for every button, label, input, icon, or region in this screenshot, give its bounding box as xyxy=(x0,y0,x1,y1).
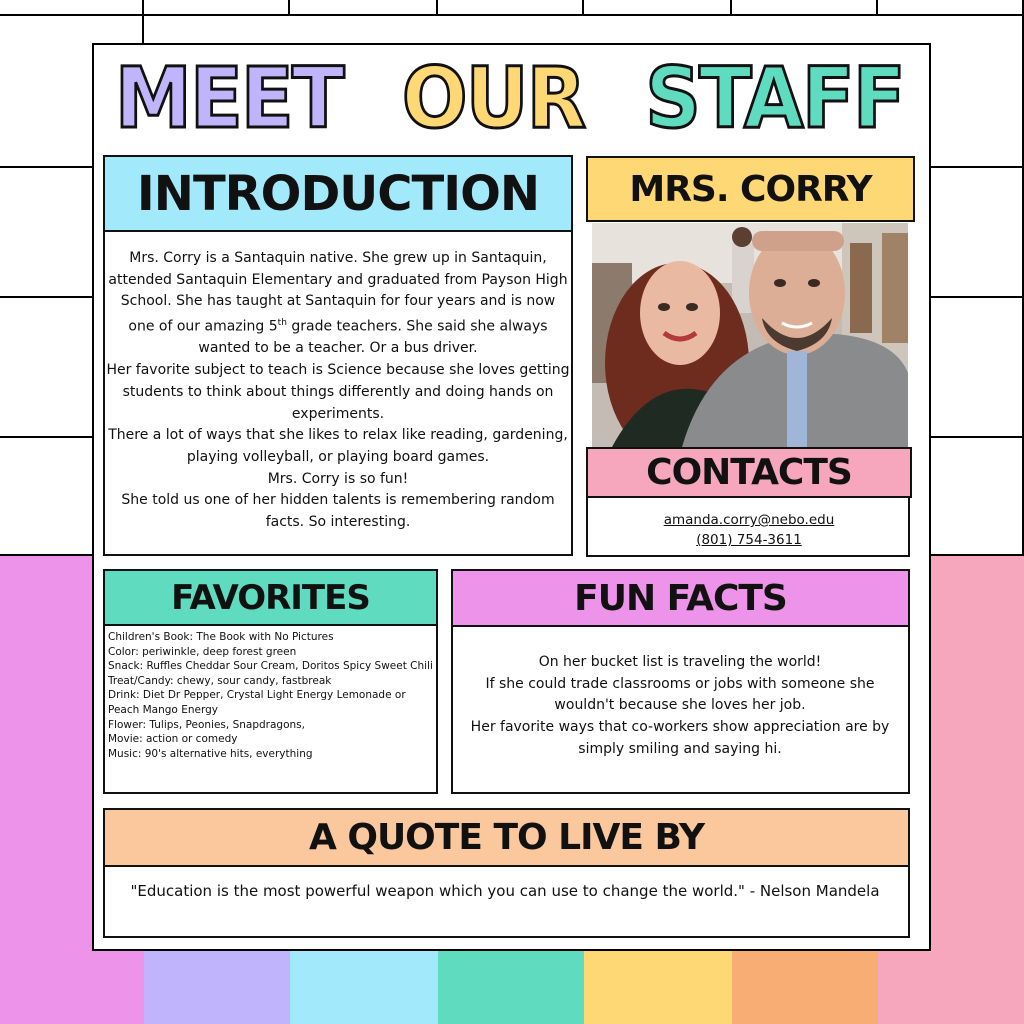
intro-paragraph: Her favorite subject to teach is Science because she loves getting students to think about things differently and doing hands on experiments. xyxy=(106,362,570,422)
bottom-block-purple xyxy=(144,950,290,1024)
fun-fact-line: On her bucket list is traveling the world! xyxy=(538,654,822,670)
title-word-meet: MEET xyxy=(115,49,343,147)
grid-cell xyxy=(878,0,1024,16)
grid-cell xyxy=(584,0,732,16)
list-item: Drink: Diet Dr Pepper, Crystal Light Energy Lemonade or Peach Mango Energy xyxy=(108,689,406,716)
favorites-heading: FAVORITES xyxy=(103,569,438,626)
fun-fact-line: Her favorite ways that co-workers show appreciation are by simply smiling and saying hi. xyxy=(470,719,890,757)
fun-facts-text xyxy=(456,652,904,761)
contact-email-link[interactable]: amanda.corry@nebo.edu xyxy=(663,512,835,528)
staff-photo xyxy=(592,223,908,447)
intro-paragraph: Mrs. Corry is a Santaquin native. She grew up in Santaquin, attended Santaquin Elementary and graduated from Payson High School. She has taught at Santaquin for four years and is now one of our amazing 5th grade teachers. She said she always wanted to be a teacher. Or a bus driver. xyxy=(108,250,568,357)
contact-phone-link[interactable]: (801) 754-3611 xyxy=(696,532,802,548)
intro-paragraph: There a lot of ways that she likes to relax like reading, gardening, playing volleyball, or playing board games. xyxy=(108,427,568,465)
fun-fact-line: If she could trade classrooms or jobs with someone she wouldn't because she loves her job. xyxy=(485,675,875,714)
quote-text: "Education is the most powerful weapon which you can use to change the world." - Nelson Mandela xyxy=(130,882,880,900)
list-item: Music: 90's alternative hits, everything xyxy=(108,747,313,760)
bottom-block-cyan xyxy=(290,950,438,1024)
grid-cell xyxy=(732,0,878,16)
fun-facts-heading: FUN FACTS xyxy=(451,569,910,627)
list-item: Flower: Tulips, Peonies, Snapdragons, xyxy=(108,718,305,731)
grid-cell xyxy=(290,0,438,16)
quote-heading: A QUOTE TO LIVE BY xyxy=(103,808,910,867)
list-item: Treat/Candy: chewy, sour candy, fastbreak xyxy=(108,674,332,687)
introduction-text xyxy=(106,248,570,534)
grid-cell xyxy=(144,0,290,16)
introduction-heading: INTRODUCTION xyxy=(103,155,573,232)
bottom-block-orange xyxy=(732,950,878,1024)
grid-cell xyxy=(0,0,144,16)
staff-photo-image xyxy=(592,223,908,447)
list-item: Movie: action or comedy xyxy=(108,733,238,746)
list-item: Snack: Ruffles Cheddar Sour Cream, Doritos Spicy Sweet Chili xyxy=(108,660,433,673)
intro-paragraph: She told us one of her hidden talents is remembering random facts. So interesting. xyxy=(121,492,555,531)
list-item: Color: periwinkle, deep forest green xyxy=(108,645,297,658)
favorites-list xyxy=(108,630,436,761)
name-heading: MRS. CORRY xyxy=(586,156,915,222)
bottom-block-yellow xyxy=(584,950,732,1024)
bottom-block-teal xyxy=(438,950,584,1024)
contacts-heading: CONTACTS xyxy=(586,447,912,498)
title-word-staff: STAFF xyxy=(644,49,904,147)
grid-cell xyxy=(438,0,584,16)
page-title xyxy=(100,50,920,146)
title-word-our: OUR xyxy=(402,49,585,147)
list-item: Children's Book: The Book with No Pictures xyxy=(108,631,334,643)
intro-paragraph: Mrs. Corry is so fun! xyxy=(267,470,409,487)
